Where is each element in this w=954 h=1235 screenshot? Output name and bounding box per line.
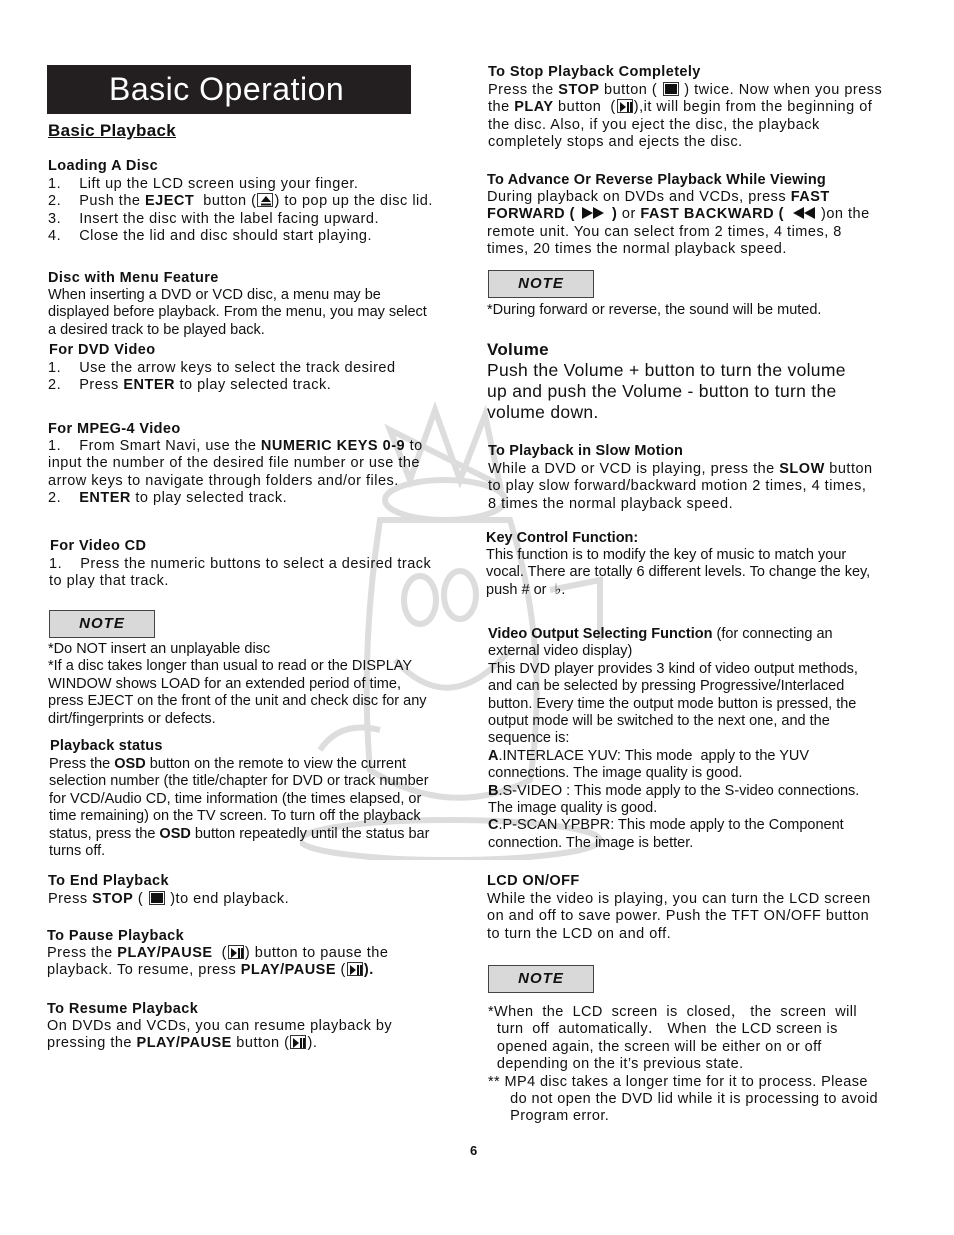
note-badge-2: NOTE	[488, 270, 594, 298]
text-line: input the number of the desired file number or use the	[48, 455, 420, 472]
osd-label: OSD	[114, 756, 146, 772]
text-span: Press the	[47, 945, 118, 961]
text-line	[488, 626, 859, 643]
text-line	[48, 490, 423, 507]
text-span: (	[133, 891, 148, 907]
text-line: On DVDs and VCDs, you can resume playback by	[47, 1018, 393, 1034]
text-span: to play selected track.	[174, 377, 332, 394]
text-line: button. Every time the output mode button is pressed, the	[488, 695, 857, 712]
text-line	[48, 193, 433, 210]
fast-forward-icon	[581, 206, 607, 220]
dvd-video-heading: For DVD Video	[49, 342, 156, 358]
text-span: )to end playback.	[165, 891, 290, 907]
text-span: .S-VIDEO : This mode apply to the S-video connections.	[498, 782, 860, 799]
eject-label: EJECT	[144, 193, 195, 210]
text-span: button (	[599, 82, 662, 98]
text-line: turns off.	[49, 843, 106, 860]
text-span: While a DVD or VCD is playing, press the	[488, 461, 780, 477]
text-span: 2. Push the	[48, 193, 145, 210]
text-span: )	[607, 206, 618, 223]
resume-playback-text	[47, 1018, 392, 1053]
menu-feature-text	[48, 287, 427, 339]
play-pause-icon	[290, 1035, 306, 1049]
advance-reverse-heading: To Advance Or Reverse Playback While Viewing	[487, 172, 826, 188]
lcd-onoff-heading: LCD ON/OFF	[487, 873, 580, 889]
text-line: When inserting a DVD or VCD disc, a menu may be	[48, 287, 381, 303]
text-line	[488, 748, 859, 765]
loading-disc-heading: Loading A Disc	[48, 158, 159, 174]
text-span: During playback on DVDs and VCDs, press	[487, 189, 791, 205]
text-span: button on the remote to view the current	[145, 756, 407, 772]
stop-icon	[663, 82, 679, 96]
advance-reverse-text	[487, 189, 870, 259]
pause-playback-text	[47, 945, 388, 980]
volume-text	[487, 360, 846, 422]
text-line: While the video is playing, you can turn the LCD screen	[487, 891, 871, 907]
text-line: times, 20 times the normal playback speed.	[487, 241, 787, 258]
forward-label: FORWARD (	[487, 206, 580, 223]
text-line: 1. Press the numeric buttons to select a desired track	[49, 556, 432, 572]
end-playback-heading: To End Playback	[48, 873, 169, 889]
text-line: completely stops and ejects the disc.	[488, 134, 743, 151]
text-line	[47, 1035, 392, 1052]
text-line: external video display)	[488, 643, 633, 660]
text-line: displayed before playback. From the menu, you may select	[48, 304, 427, 321]
text-line: 4. Close the lid and disc should start playing.	[48, 228, 373, 245]
text-line: Program error.	[488, 1108, 610, 1125]
text-line	[488, 99, 882, 116]
stop-label: STOP	[92, 891, 134, 907]
text-span: to play selected track.	[130, 490, 288, 507]
text-line: The image quality is good.	[488, 800, 658, 817]
mpeg4-heading: For MPEG-4 Video	[48, 421, 181, 437]
osd-label: OSD	[159, 825, 191, 842]
text-line	[47, 945, 388, 962]
text-span: 1. From Smart Navi, use the	[48, 438, 261, 454]
note-badge-1: NOTE	[49, 610, 155, 638]
lcd-onoff-text	[487, 891, 871, 943]
key-control-heading: Key Control Function:	[486, 530, 639, 546]
text-line: up and push the Volume - button to turn the	[487, 380, 837, 401]
text-line	[48, 438, 423, 455]
video-cd-heading: For Video CD	[50, 538, 147, 554]
note-3-text	[488, 1004, 878, 1126]
text-span: Press	[48, 891, 93, 907]
stop-label: STOP	[558, 82, 600, 98]
mode-letter: B	[488, 782, 499, 799]
note-1-text	[48, 641, 427, 728]
text-line: volume down.	[487, 401, 599, 422]
play-pause-icon	[228, 945, 244, 959]
fast-backward-icon	[790, 206, 816, 220]
text-line: push # or ♭.	[486, 581, 566, 598]
text-line: 8 times the normal playback speed.	[488, 495, 734, 512]
text-span: status, press the	[49, 825, 160, 842]
page-number: 6	[470, 1143, 478, 1158]
text-span: button (	[194, 193, 257, 210]
text-span: (	[212, 945, 227, 961]
resume-playback-heading: To Resume Playback	[47, 1001, 199, 1017]
volume-heading: Volume	[487, 340, 549, 359]
text-span: button repeatedly until the status bar	[190, 825, 430, 842]
fast-backward-label: FAST BACKWARD (	[640, 206, 789, 223]
play-pause-label: PLAY/PAUSE	[117, 945, 213, 961]
key-control-text	[486, 547, 870, 599]
video-output-heading: Video Output Selecting Function	[488, 626, 713, 642]
dvd-video-steps	[48, 360, 396, 395]
text-line: to play that track.	[49, 573, 169, 590]
text-span: playback. To resume, press	[47, 962, 241, 979]
enter-label: ENTER	[79, 490, 131, 507]
text-line	[487, 206, 870, 223]
text-line	[488, 817, 859, 834]
play-pause-label: PLAY/PAUSE	[136, 1035, 232, 1052]
text-span: .INTERLACE YUV: This mode apply to the YUV	[498, 747, 810, 764]
text-line	[48, 377, 396, 394]
text-span: Press the	[488, 82, 559, 98]
text-line: press EJECT on the front of the unit and check disc for any	[48, 693, 427, 710]
playback-status-heading: Playback status	[50, 738, 163, 754]
enter-label: ENTER	[123, 377, 175, 394]
text-line: Push the Volume + button to turn the volume	[487, 360, 846, 380]
text-line: 1. Use the arrow keys to select the track desired	[48, 360, 396, 376]
text-line	[49, 756, 429, 773]
play-pause-icon	[347, 962, 363, 976]
text-line: *Do NOT insert an unplayable disc	[48, 641, 271, 657]
text-line: *If a disc takes longer than usual to read or the DISPLAY	[48, 658, 413, 675]
stop-completely-text	[488, 82, 882, 152]
text-line: sequence is:	[488, 730, 570, 747]
play-pause-label: PLAY/PAUSE	[240, 962, 337, 979]
text-line: remote unit. You can select from 2 times, 4 times, 8	[487, 223, 842, 240]
text-line	[488, 783, 859, 800]
text-line: connection. The image is better.	[488, 834, 694, 851]
text-span: .P-SCAN YPBPR: This mode apply to the Component	[498, 817, 844, 834]
text-line: to play slow forward/backward motion 2 times, 4 times,	[488, 478, 867, 495]
note-badge-3: NOTE	[488, 965, 594, 993]
text-line: opened again, the screen will be either on or off	[488, 1038, 822, 1055]
text-span: 2. Press	[48, 377, 124, 394]
play-label: PLAY	[514, 99, 554, 116]
slow-motion-heading: To Playback in Slow Motion	[488, 443, 684, 459]
text-span: ) button to pause the	[244, 945, 389, 961]
end-playback-text	[48, 891, 289, 908]
loading-disc-steps	[48, 176, 433, 246]
playback-status-text	[49, 756, 429, 860]
text-line: This function is to modify the key of music to match your	[486, 547, 847, 563]
stop-completely-heading: To Stop Playback Completely	[488, 64, 701, 80]
eject-icon	[257, 193, 273, 207]
note-2-text	[487, 302, 821, 319]
pause-playback-heading: To Pause Playback	[47, 928, 185, 944]
text-span: pressing the	[47, 1035, 137, 1052]
text-line: for VCD/Audio CD, time information (the times elapsed, or	[49, 790, 422, 807]
text-line: 1. Lift up the LCD screen using your finger.	[48, 176, 359, 192]
text-line: ** MP4 disc takes a longer time for it to process. Please	[488, 1073, 868, 1090]
text-line: do not open the DVD lid while it is processing to avoid	[488, 1091, 878, 1108]
text-span: ) to pop up the disc lid.	[274, 193, 433, 210]
text-span: Press the	[49, 756, 115, 772]
page-title: Basic Operation	[47, 65, 411, 114]
text-line: the disc. Also, if you eject the disc, the playback	[488, 116, 820, 133]
text-line: arrow keys to navigate through folders and/or files.	[48, 472, 399, 489]
text-line: on and off to save power. Push the TFT ON/OFF button	[487, 908, 870, 925]
text-line: a desired track to be played back.	[48, 321, 265, 338]
mpeg4-steps	[48, 438, 423, 508]
text-line	[48, 891, 289, 908]
text-span: )on the	[816, 206, 870, 223]
text-line	[487, 189, 870, 206]
text-span: button (	[553, 99, 616, 116]
text-span: button (	[231, 1035, 290, 1052]
text-span: 2.	[48, 490, 80, 507]
text-line: *When the LCD screen is closed， the screen will	[488, 1004, 857, 1020]
text-line: to turn the LCD on and off.	[487, 925, 672, 942]
text-line: vocal. There are totally 6 different levels. To change the key,	[486, 564, 871, 581]
text-line: depending on the it’s previous state.	[488, 1056, 744, 1073]
text-span: ),it will begin from the beginning of	[633, 99, 873, 116]
play-pause-icon	[617, 99, 633, 113]
text-span: ).	[307, 1035, 318, 1052]
text-line: WINDOW shows LOAD for an extended period of time,	[48, 675, 401, 692]
text-span: to	[405, 438, 423, 454]
text-line: time remaining) on the TV screen. To turn off the playback	[49, 808, 421, 825]
text-line: connections. The image quality is good.	[488, 765, 743, 782]
text-line	[488, 461, 873, 478]
text-line: This DVD player provides 3 kind of video output methods,	[488, 660, 858, 677]
text-span: ) twice. Now when you press	[679, 82, 883, 98]
fast-label: FAST	[790, 189, 830, 205]
text-line	[488, 82, 882, 99]
basic-playback-heading: Basic Playback	[48, 121, 177, 140]
mode-letter: A	[488, 747, 499, 764]
menu-feature-heading: Disc with Menu Feature	[48, 270, 219, 286]
text-span: button	[824, 461, 873, 477]
text-line: 3. Insert the disc with the label facing upward.	[48, 210, 379, 227]
text-line	[49, 826, 429, 843]
slow-motion-text	[488, 461, 873, 513]
text-span: the	[488, 99, 515, 116]
video-output-section	[488, 626, 859, 852]
text-span: or	[617, 206, 641, 223]
text-span: ).	[363, 962, 374, 979]
text-line: turn off automatically． When the LCD screen is	[488, 1021, 838, 1038]
mode-letter: C	[488, 817, 499, 834]
stop-icon	[149, 891, 165, 905]
text-span: (	[336, 962, 346, 979]
text-line: selection number (the title/chapter for DVD or track number	[49, 773, 429, 790]
video-cd-steps	[49, 556, 431, 591]
text-line	[47, 962, 388, 979]
text-line: dirt/fingerprints or defects.	[48, 710, 216, 727]
text-span: (for connecting an	[712, 626, 833, 642]
text-line: output mode will be switched to the next one, and the	[488, 713, 830, 730]
text-line: *During forward or reverse, the sound will be muted.	[487, 302, 822, 318]
text-line: and can be selected by pressing Progressive/Interlaced	[488, 678, 845, 695]
slow-label: SLOW	[779, 461, 825, 477]
numeric-keys-label: NUMERIC KEYS 0-9	[260, 438, 406, 454]
